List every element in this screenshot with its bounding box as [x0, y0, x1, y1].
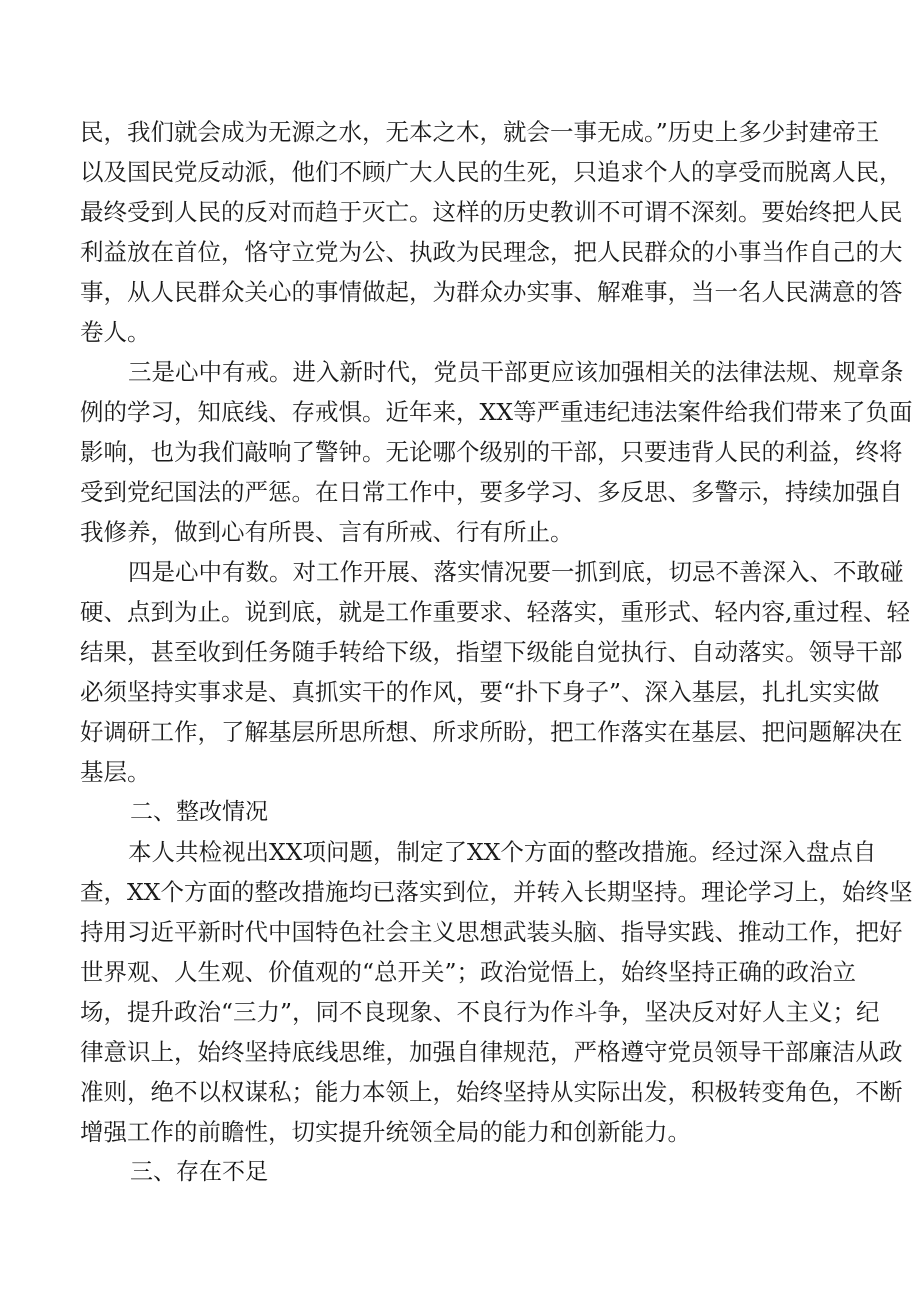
section-heading-rectification: 二、整改情况	[130, 799, 268, 825]
text-line: 必须坚持实事求是、真抓实干的作风，要“扑下身子”、深入基层，扎扎实实做	[80, 678, 880, 706]
text-line: 增强工作的前瞻性，切实提升统领全局的能力和创新能力。	[80, 1118, 691, 1146]
text-line: 三是心中有戒。进入新时代，党员干部更应该加强相关的法律法规、规章条	[128, 358, 904, 386]
text-line: 四是心中有数。对工作开展、落实情况要一抓到底，切忌不善深入、不敢碰	[128, 558, 904, 586]
text-line: 卷人。	[80, 318, 151, 346]
text-line: 本人共检视出XX项问题，制定了XX个方面的整改措施。经过深入盘点自	[128, 838, 877, 866]
text-line: 事，从人民群众关心的事情做起，为群众办实事、解难事，当一名人民满意的答	[80, 278, 903, 306]
section-heading-shortcomings: 三、存在不足	[130, 1159, 268, 1185]
text-line: 世界观、人生观、价值观的“总开关”；政治觉悟上，始终坚持正确的政治立	[80, 958, 857, 986]
text-line: 以及国民党反动派，他们不顾广大人民的生死，只追求个人的享受而脱离人民，	[80, 158, 903, 186]
text-line: 场，提升政治“三力”，同不良现象、不良行为作斗争，坚决反对好人主义；纪	[80, 998, 880, 1026]
text-line: 准则，绝不以权谋私；能力本领上，始终坚持从实际出发，积极转变角色，不断	[80, 1078, 903, 1106]
paragraph-people-first	[80, 112, 903, 352]
text-line: 例的学习，知底线、存戒惧。近年来，XX等严重违纪违法案件给我们带来了负面	[80, 398, 913, 426]
text-line: 利益放在首位，恪守立党为公、执政为民理念，把人民群众的小事当作自己的大	[80, 238, 903, 266]
text-line: 好调研工作，了解基层所思所想、所求所盼，把工作落实在基层、把问题解决在	[80, 718, 903, 746]
paragraph-discipline	[80, 352, 913, 552]
paragraph-rectification	[80, 832, 913, 1152]
text-line: 基层。	[80, 758, 151, 786]
text-line: 受到党纪国法的严惩。在日常工作中，要多学习、多反思、多警示，持续加强自	[80, 478, 903, 506]
text-line: 持用习近平新时代中国特色社会主义思想武装头脑、指导实践、推动工作，把好	[80, 918, 903, 946]
text-line: 结果，甚至收到任务随手转给下级，指望下级能自觉执行、自动落实。领导干部	[80, 638, 903, 666]
text-line: 民，我们就会成为无源之水，无本之木，就会一事无成。”历史上多少封建帝王	[80, 118, 880, 146]
text-line: 硬、点到为止。说到底，就是工作重要求、轻落实，重形式、轻内容,重过程、轻	[80, 598, 910, 626]
text-line: 查，XX个方面的整改措施均已落实到位，并转入长期坚持。理论学习上，始终坚	[80, 878, 913, 906]
text-line: 最终受到人民的反对而趋于灭亡。这样的历史教训不可谓不深刻。要始终把人民	[80, 198, 903, 226]
text-line: 我修养，做到心有所畏、言有所戒、行有所止。	[80, 518, 574, 546]
text-line: 影响，也为我们敲响了警钟。无论哪个级别的干部，只要违背人民的利益，终将	[80, 438, 903, 466]
text-line: 律意识上，始终坚持底线思维，加强自律规范，严格遵守党员领导干部廉洁从政	[80, 1038, 903, 1066]
paragraph-implementation	[80, 552, 910, 792]
